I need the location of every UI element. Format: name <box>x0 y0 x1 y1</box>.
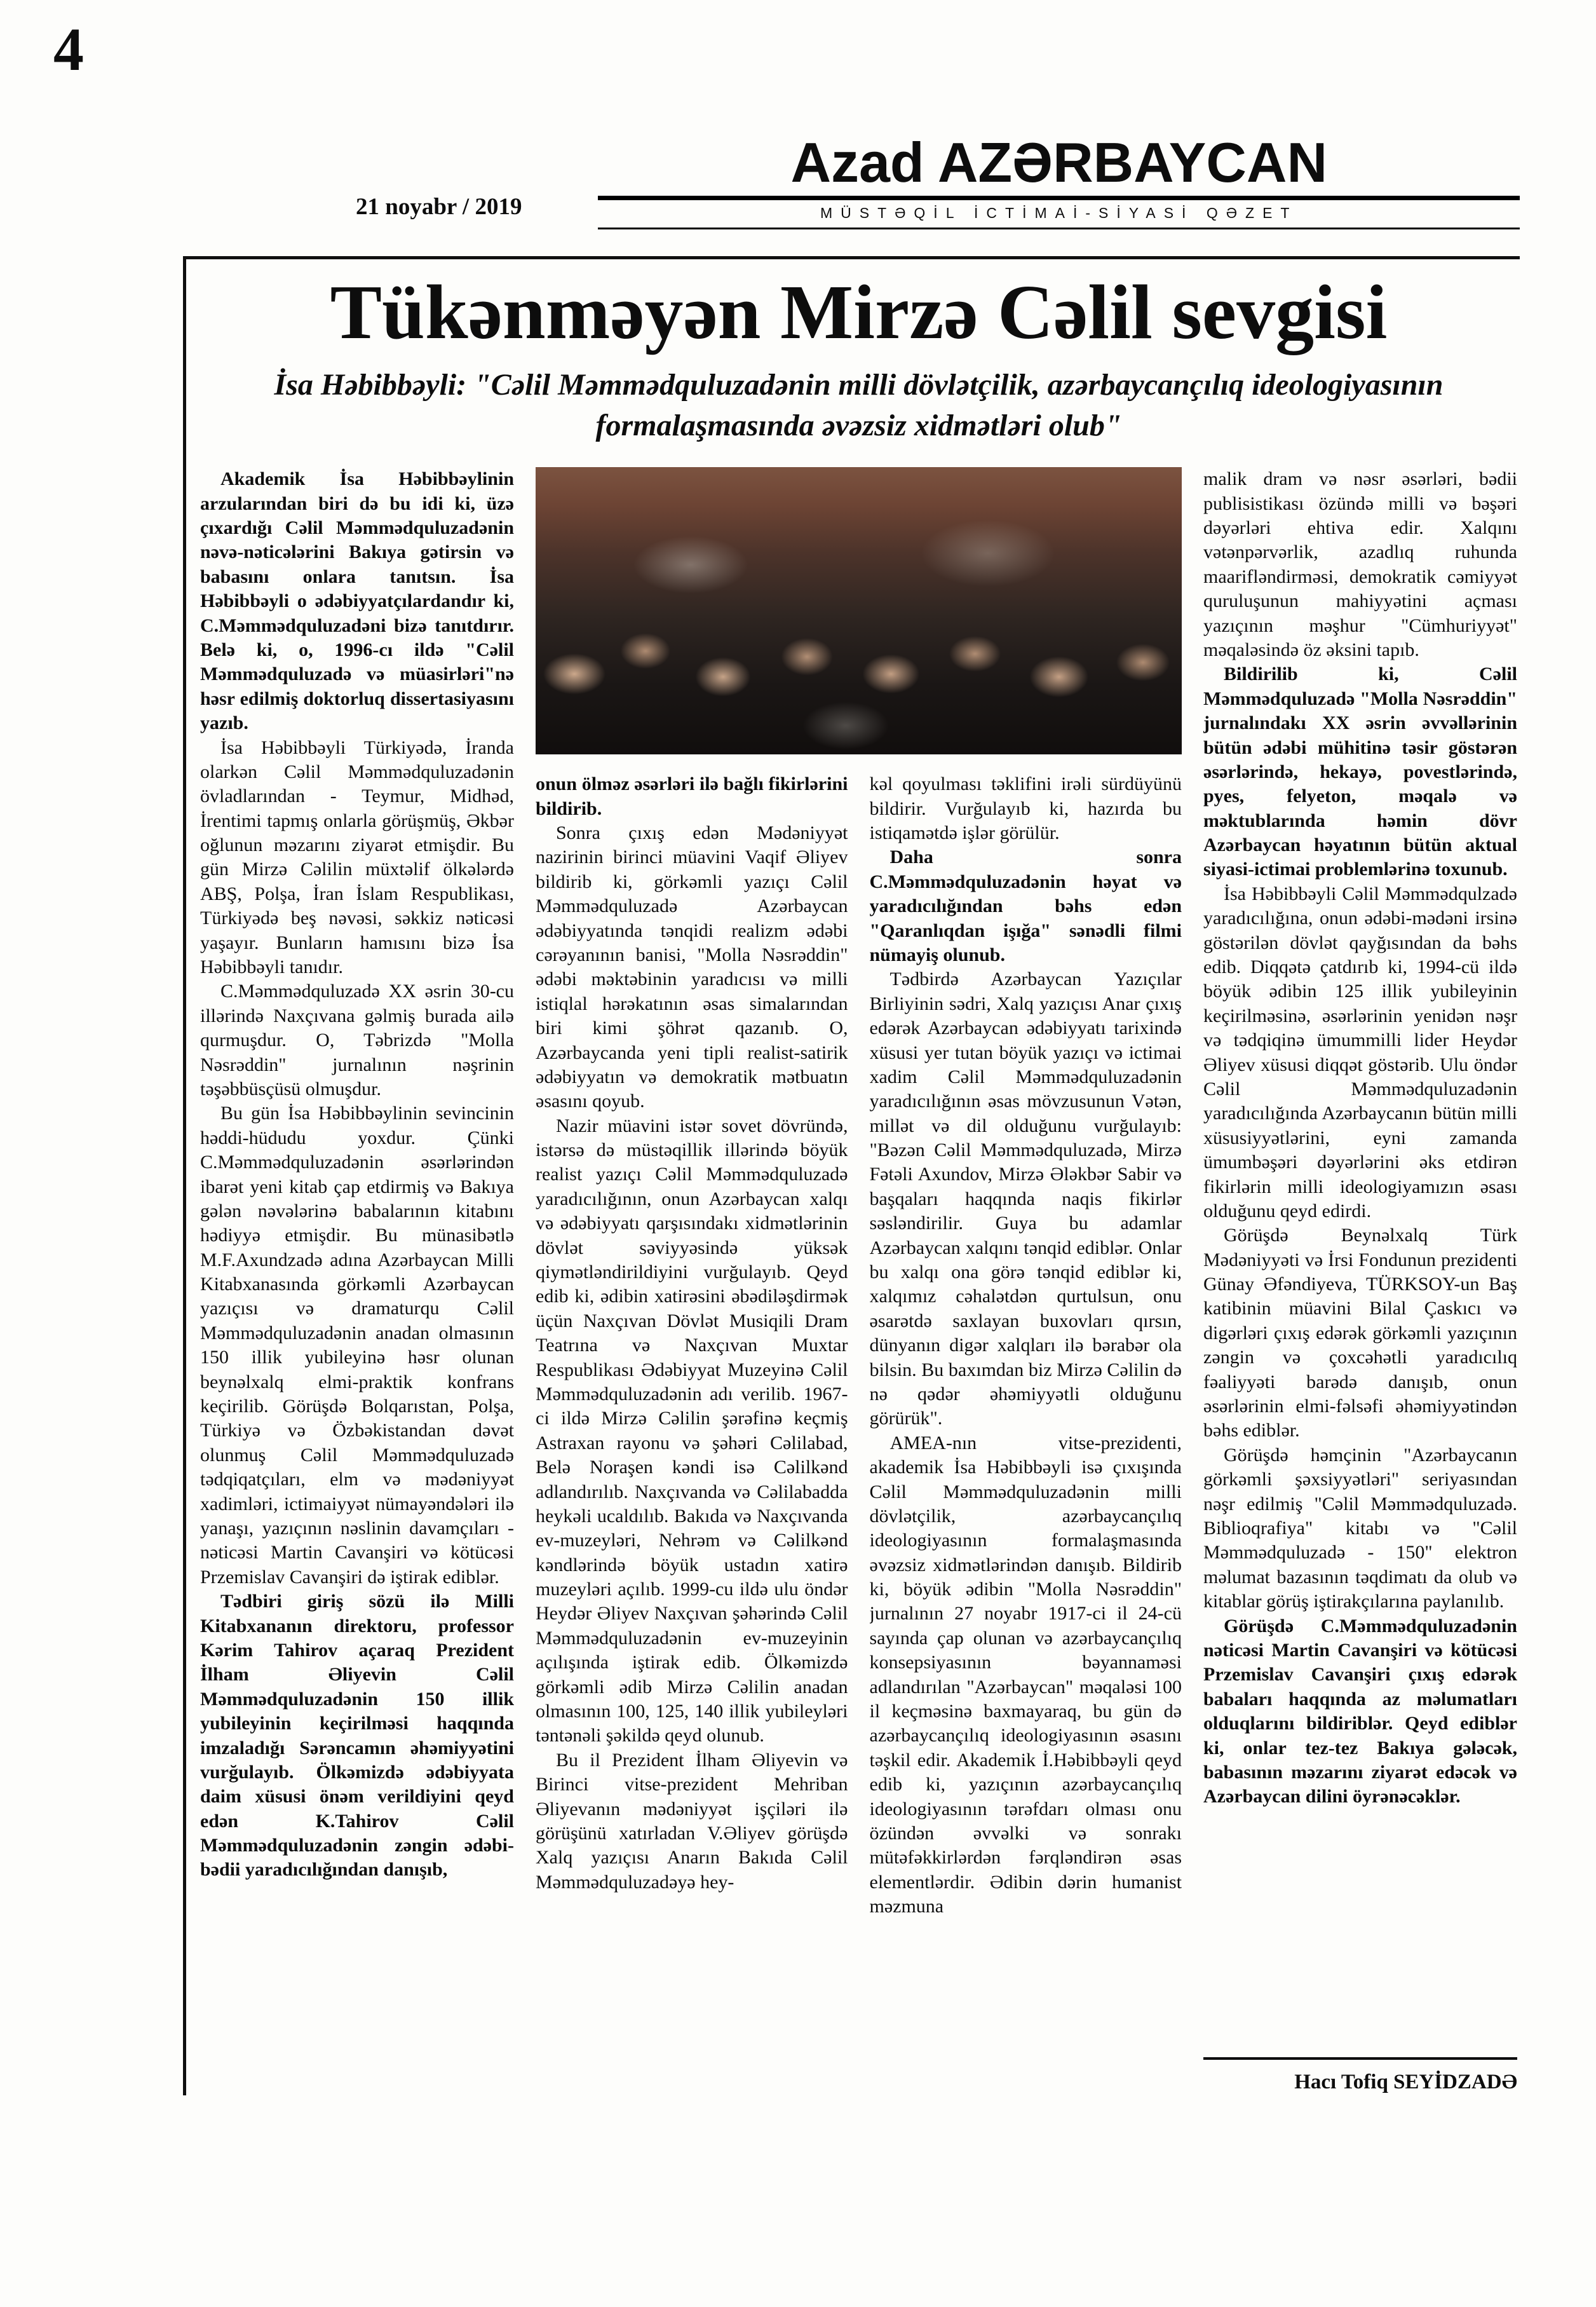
paragraph: C.Məmmədquluzadə XX əsrin 30-cu illərində Naxçıvana gəlmiş burada ailə qurmuşdur. O, Təbrizdə "Molla Nəsrəddin" jurnalının nəşrinin təşəbbüsçüsü olmuşdur. <box>200 981 514 1099</box>
page-number: 4 <box>53 15 84 83</box>
article-headline: Tükənməyən Mirzə Cəlil sevgisi <box>330 269 1388 356</box>
paragraph: İsa Həbibbəyli Türkiyədə, İranda olarkən Cəlil Məmmədquluzadənin övladlarından - Teymur, Midhəd, İrentimi tapmış onlarla görüşmüş, Əkbər oğlunun məzarını ziyarət etmişdir. Bu gün Mirzə Cəlilin müxtəlif ölkələrdə ABŞ, Polşa, İran İslam Respublikası, Türkiyədə beş nəvəsi, səkkiz nəticəsi yaşayır. Bunların hamısını bizə İsa Həbibbəyli tanıdır. <box>200 737 514 978</box>
column-3 <box>870 772 1182 2095</box>
article <box>183 256 1520 2095</box>
paragraph: Görüşdə C.Məmmədquluzadənin nəticəsi Martin Cavanşiri və kötücəsi Przemislav Cavanşiri çıxış edərək babaları haqqında az məlumatları olduqlarını bildiriblər. Qeyd ediblər ki, onlar tez-tez Bakıya gələcək, babasının məzarını ziyarət edəcək və Azərbaycan dilini öyrənəcəklər. <box>1203 1615 1517 1807</box>
paragraph: Görüşdə Beynəlxalq Türk Mədəniyyəti və İrsi Fondunun prezidenti Günay Əfəndiyeva, TÜRKSOY-un Baş katibinin müavini Bilal Çaskıcı və digərləri çıxış edərək görkəmli yazıçının zəngin və çoxcəhətli yaradıcılıq fəaliyyəti barədə danışıb, onun əsərlərinin elmi-fəlsəfi əhəmiyyətindən bəhs ediblər. <box>1203 1225 1517 1441</box>
conference-photo <box>536 467 1182 754</box>
byline-block <box>1203 2048 1517 2095</box>
newspaper-subtitle: MÜSTƏQİL İCTİMAİ-SİYASİ QƏZET <box>598 196 1520 229</box>
paragraph: Sonra çıxış edən Mədəniyyət nazirinin birinci müavini Vaqif Əliyev bildirib ki, görkəmli yazıçı Cəlil Məmmədquluzadə Azərbaycan ədəbiyyatında tənqidi realizm ədəbi cərəyanının banisi, "Molla Nəsrəddin" ədəbi məktəbinin yaradıcısı və milli istiqlal hərəkatının əsas simalarından biri kimi şöhrət qazanıb. O, Azərbaycanda yeni tipli realist-satirik ədəbiyyatın və demokratik mətbuatın əsasını qoyub. <box>536 822 848 1112</box>
paragraph: Bu il Prezident İlham Əliyevin və Birinci vitse-prezident Mehriban Əliyevanın mədəniyyət işçiləri ilə görüşünü xatırladan V.Əliyev görüşdə Xalq yazıçısı Anarın Bakıda Cəlil Məmmədquluzadəyə hey- <box>536 1749 848 1893</box>
byline-rule <box>1203 2057 1517 2060</box>
masthead-block <box>598 133 1520 229</box>
paragraph: Bildirilib ki, Cəlil Məmmədquluzadə "Molla Nəsrəddin" jurnalındakı XX əsrin əvvəllərinin bütün ədəbi mühitinə təsir göstərən əsərlərində, hekayə, povestlərində, pyes, felyeton, məqalə və məktublarında həmin dövr Azərbaycan həyatının bütün aktual siyasi-ictimai problemlərinə toxunub. <box>1203 664 1517 880</box>
paragraph: Tədbirdə Azərbaycan Yazıçılar Birliyinin sədri, Xalq yazıçısı Anar çıxış edərək Azərbaycan ədəbiyyatı tarixində xüsusi yer tutan böyük yazıçı və ictimai xadim Cəlil Məmmədquluzadənin yaradıcılığının əsas mövzusunun Vətən, millət və dil olduğunu vurğulayıb: "Bəzən Cəlil Məmmədquluzadə, Mirzə Fətəli Axundov, Mirzə Ələkbər Sabir və başqaları haqqında naqis fikirlər səsləndirilir. Guya bu adamlar Azərbaycan xalqını tənqid ediblər. Onlar bu xalqı ona görə tənqid ediblər ki, xalqımız cəhalətdən qurtulsun, onu əsarətdə saxlayan buxovları qırsın, dünyanın digər xalqları ilə bərabər ola bilsin. Bu baxımdan biz Mirzə Cəlilin də nə qədər əhəmiyyətli olduğunu görürük". <box>869 969 1182 1429</box>
paragraph: malik dram və nəsr əsərləri, bədii publisistikası özündə milli və bəşəri dəyərləri ehtiva edir. Xalqını vətənpərvərlik, azadlıq ruhunda maarifləndirməsi, demokratik cəmiyyət quruluşunun mahiyyətini açması yazıçının məşhur "Cümhuriyyət" məqaləsində öz əksini tapıb. <box>1203 468 1517 660</box>
paragraph: AMEA-nın vitse-prezidenti, akademik İsa Həbibbəyli isə çıxışında Cəlil Məmmədquluzadənin milli dövlətçilik, azərbaycançılıq ideologiyasının formalaşmasında əvəzsiz xidmətlərindən danışıb. Bildirib ki, böyük ədibin "Molla Nəsrəddin" jurnalının 27 noyabr 1917-ci il 24-cü sayında çap olunan və azərbaycançılıq konsepsiyasının bəyannaməsi adlandırılan "Azərbaycan" məqaləsi 100 il keçməsinə baxmayaraq, bu gün də azərbaycançılıq ideologiyasının əsasını təşkil edir. Akademik İ.Həbibbəyli qeyd edib ki, yazıçının azərbaycançılıq ideologiyasının tərəfdarı olması onu özündən əvvəlki və sonrakı mütəfəkkirlərdən fərqləndirən əsas elementlərdir. Ədibin dərin humanist məzmuna <box>869 1432 1182 1917</box>
paragraph: Görüşdə həmçinin "Azərbaycanın görkəmli şəxsiyyətləri" seriyasından nəşr edilmiş "Cəlil Məmmədquluzadə. Biblioqrafiya" kitabı və "Cəlil Məmmədquluzadə - 150" elektron məlumat bazasının təqdimatı da olub və kitablar görüş iştirakçılarına paylanılıb. <box>1203 1444 1517 1612</box>
paragraph: Daha sonra C.Məmmədquluzadənin həyat və yaradıcılığından bəhs edən "Qaranlıqdan işığa" sənədli filmi nümayiş olunub. <box>869 847 1182 965</box>
paragraph: Bu gün İsa Həbibbəylinin sevincinin həddi-hüdudu yoxdur. Çünki C.Məmmədquluzadənin əsərlərindən ibarət yeni kitab çap etdirmiş və Bakıya gələn nəvələrinə babalarının kitabını hədiyyə etmişdir. Bu münasibətlə M.F.Axundzadə adına Azərbaycan Milli Kitabxanasında görkəmli Azərbaycan yazıçısı və dramaturqu Cəlil Məmmədquluzadənin anadan olmasının 150 illik yubileyinə həsr olunan beynəlxalq elmi-praktik konfrans keçirilib. Görüşdə Bolqarıstan, Polşa, Türkiyə və Özbəkistandan dəvət olunmuş Cəlil Məmmədquluzadə tədqiqatçıları, elm və mədəniyyət xadimləri, ictimaiyyət nümayəndələri ilə yanaşı, yazıçının nəslinin davamçıları - nəticəsi Martin Cavanşiri və kötücəsi Przemislav Cavanşiri də iştirak ediblər. <box>200 1103 514 1588</box>
issue-date: 21 noyabr / 2019 <box>356 194 522 221</box>
paragraph: onun ölməz əsərləri ilə bağlı fikirlərini bildirib. <box>536 773 848 819</box>
column-2 <box>536 772 848 2095</box>
middle-section <box>536 467 1182 2095</box>
column-4-text <box>1203 467 1517 1809</box>
column-1 <box>200 467 514 2095</box>
masthead <box>356 133 1520 229</box>
paragraph: Akademik İsa Həbibbəylinin arzularından biri də bu idi ki, üzə çıxardığı Cəlil Məmmədquluzadənin nəvə-nəticələrini Bakıya gətirsin və babasını onlara tanıtsın. İsa Həbibbəyli o ədəbiyyatçılardandır ki, C.Məmmədquluzadəni bizə tanıtdırır. Belə ki, o, 1996-cı ildə "Cəlil Məmmədquluzadə və müasirləri"nə həsr edilmiş doktorluq dissertasiyasını yazıb. <box>200 468 514 734</box>
paragraph: İsa Həbibbəyli Cəlil Məmmədqulzadə yaradıcılığına, onun ədəbi-mədəni irsinə göstərilən dövlət qayğısından da bəhs edib. Diqqətə çatdırıb ki, 1994-cü ildə böyük ədibin 125 illik yubileyinin keçirilməsinə, əsərlərinin yenidən nəşr və tədqiqinə ümummilli lider Heydər Əliyev xüsusi diqqət göstərib. Ulu öndər Cəlil Məmmədquluzadənin yaradıcılığında Azərbaycanın bütün milli xüsusiyyətlərini, eyni zamanda ümumbəşəri dəyərlərini əks etdirən fikirlərin milli ideologiyamızın əsası olduğunu qeyd edirdi. <box>1203 883 1517 1222</box>
article-subheadline: İsa Həbibbəyli: "Cəlil Məmmədquluzadənin milli dövlətçilik, azərbaycançılıq ideologiyasının formalaşmasında əvəzsiz xidmətləri olub" <box>274 368 1444 442</box>
paragraph: Nazir müavini istər sovet dövründə, istərsə də müstəqillik illərində böyük realist yazıçı Cəlil Məmmədquluzadə yaradıcılığının, onun Azərbaycan xalqı və ədəbiyyatı qarşısındakı xidmətlərinin dövlət səviyyəsində yüksək qiymətləndirildiyini vurğulayıb. Qeyd edib ki, ədibin xatirəsini əbədiləşdirmək üçün Naxçıvan Dövlət Musiqili Dram Teatrına və Naxçıvan Muxtar Respublikası Ədəbiyyat Muzeyinə Cəlil Məmmədquluzadənin adı verilib. 1967-ci ildə Mirzə Cəlilin şərəfinə keçmiş Astraxan rayonu və şəhəri Cəlilabad, Belə Noraşen kəndi isə Cəlilkənd adlandırılıb. Naxçıvanda və Cəlilabadda heykəli ucaldılıb. Bakıda və Naxçıvanda ev-muzeyləri, Nehrəm və Cəlilkənd kəndlərində böyük ustadın xatirə muzeyləri açılıb. 1999-cu ildə ulu öndər Heydər Əliyev Naxçıvan şəhərində Cəlil Məmmədquluzadənin ev-muzeyinin açılışında iştirak edib. Ölkəmizdə görkəmli ədib Mirzə Cəlilin anadan olmasının 100, 125, 140 illik yubileyləri təntənəli şəkildə qeyd olunub. <box>536 1115 848 1746</box>
middle-columns <box>536 772 1182 2095</box>
paragraph: Tədbiri giriş sözü ilə Milli Kitabxananın direktoru, professor Kərim Tahirov açaraq Prezident İlham Əliyevin Cəlil Məmmədquluzadənin 150 illik yubileyinin keçirilməsi haqqında imzaladığı Sərəncamın əhəmiyyətini vurğulayıb. Ölkəmizdə ədəbiyyata daim xüsusi önəm verildiyini qeyd edən K.Tahirov Cəlil Məmmədquluzadənin zəngin ədəbi-bədii yaradıcılığından danışıb, <box>200 1591 514 1881</box>
column-4 <box>1203 467 1517 2095</box>
newspaper-title: Azad AZƏRBAYCAN <box>790 131 1327 194</box>
article-body <box>200 467 1517 2095</box>
paragraph: kəl qoyulması təklifini irəli sürdüyünü bildirir. Vurğulayıb ki, hazırda bu istiqamətdə işlər görülür. <box>869 773 1182 843</box>
byline-name: Hacı Tofiq SEYİDZADƏ <box>1294 2070 1517 2093</box>
